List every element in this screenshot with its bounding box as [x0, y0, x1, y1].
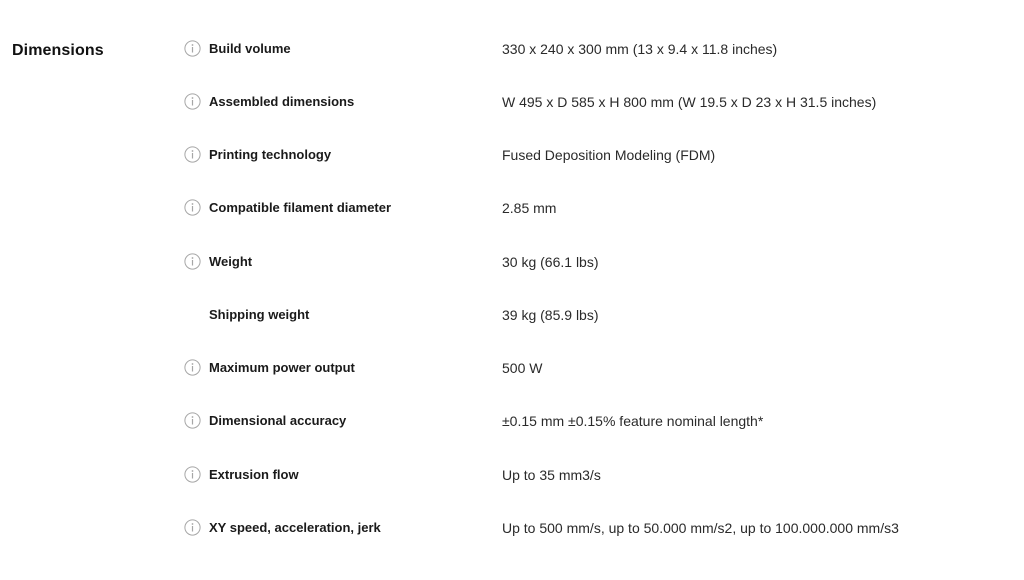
spec-label: Build volume: [209, 41, 291, 56]
spec-value: Up to 500 mm/s, up to 50.000 mm/s2, up to 100.000.000 mm/s3: [502, 520, 899, 536]
spec-row: [0, 40, 1024, 64]
spec-label: Maximum power output: [209, 360, 355, 375]
spec-value: ±0.15 mm ±0.15% feature nominal length*: [502, 413, 764, 429]
info-icon[interactable]: [184, 359, 201, 376]
spec-row: [0, 146, 1024, 170]
info-icon[interactable]: [184, 93, 201, 110]
spec-row: [0, 466, 1024, 490]
spec-row: [0, 412, 1024, 436]
info-icon[interactable]: [184, 199, 201, 216]
info-icon[interactable]: [184, 466, 201, 483]
spec-label: XY speed, acceleration, jerk: [209, 520, 381, 535]
spec-value: 30 kg (66.1 lbs): [502, 254, 599, 270]
spec-label: Weight: [209, 254, 253, 269]
spec-value: 500 W: [502, 360, 543, 376]
spec-row: [0, 519, 1024, 543]
spec-label: Compatible filament diameter: [209, 200, 392, 215]
info-icon[interactable]: [184, 519, 201, 536]
dimensions-section-title: Dimensions: [12, 42, 104, 59]
spec-value: 2.85 mm: [502, 200, 557, 216]
spec-row: [0, 306, 1024, 330]
info-icon[interactable]: [184, 253, 201, 270]
info-icon[interactable]: [184, 412, 201, 429]
spec-value: Fused Deposition Modeling (FDM): [502, 147, 716, 163]
spec-row: [0, 93, 1024, 117]
spec-row: [0, 253, 1024, 277]
spec-label: Assembled dimensions: [209, 94, 355, 109]
spec-label: Printing technology: [209, 147, 332, 162]
info-icon[interactable]: [184, 146, 201, 163]
spec-row: [0, 359, 1024, 383]
spec-row: [0, 199, 1024, 223]
spec-value: 330 x 240 x 300 mm (13 x 9.4 x 11.8 inches): [502, 41, 778, 57]
spec-value: 39 kg (85.9 lbs): [502, 307, 599, 323]
spec-label: Extrusion flow: [209, 467, 299, 482]
spec-value: W 495 x D 585 x H 800 mm (W 19.5 x D 23 x H 31.5 inches): [502, 94, 877, 110]
spec-label: Dimensional accuracy: [209, 413, 347, 428]
spec-value: Up to 35 mm3/s: [502, 467, 601, 483]
spec-label: Shipping weight: [209, 307, 310, 322]
info-icon[interactable]: [184, 40, 201, 57]
